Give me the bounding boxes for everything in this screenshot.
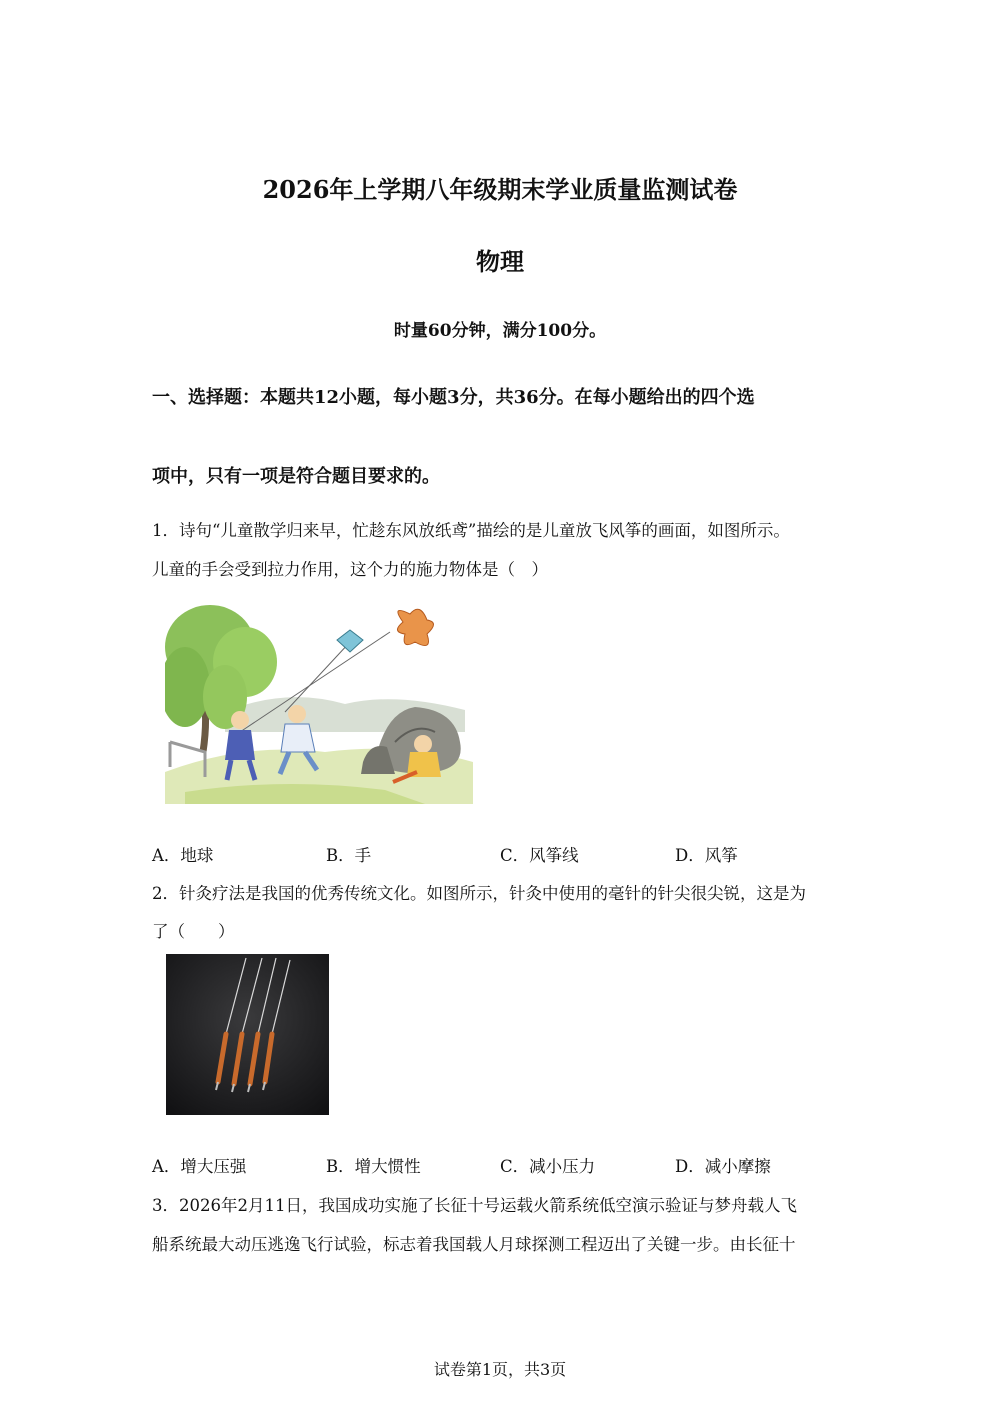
question-1-line-1: 1．诗句“儿童散学归来早，忙趁东风放纸鸢”描绘的是儿童放飞风筝的画面，如图所示。 [152, 521, 790, 540]
question-3-line-2: 船系统最大动压逃逸飞行试验，标志着我国载人月球探测工程迈出了关键一步。由长征十 [152, 1235, 796, 1254]
q1-option-b: B．手 [326, 846, 372, 865]
question-3-line-1: 3．2026年2月11日，我国成功实施了长征十号运载火箭系统低空演示验证与梦舟载人飞 [152, 1196, 797, 1215]
subject-title: 物理 [476, 247, 524, 276]
exam-timing: 时量60分钟，满分100分。 [393, 321, 607, 341]
exam-title: 2026年上学期八年级期末学业质量监测试卷 [262, 175, 738, 204]
question-1-line-2: 儿童的手会受到拉力作用，这个力的施力物体是（ ） [152, 560, 548, 579]
page-footer: 试卷第1页，共3页 [433, 1360, 567, 1379]
q1-option-d: D．风筝 [675, 846, 738, 865]
question-2-line-2: 了（ ） [152, 922, 235, 941]
q2-option-c: C．减小压力 [500, 1157, 596, 1176]
q2-option-a: A．增大压强 [152, 1157, 247, 1176]
acupuncture-needles-photo [166, 954, 329, 1115]
section-heading-line2: 项中，只有一项是符合题目要求的。 [152, 466, 440, 487]
q1-option-c: C．风筝线 [500, 846, 579, 865]
q1-option-a: A．地球 [152, 846, 214, 865]
q2-option-b: B．增大惯性 [326, 1157, 421, 1176]
q2-option-d: D．减小摩擦 [675, 1157, 771, 1176]
section-heading-line1: 一、选择题：本题共12小题，每小题3分，共36分。在每小题给出的四个选 [152, 387, 755, 408]
question-2-line-1: 2．针灸疗法是我国的优秀传统文化。如图所示，针灸中使用的毫针的针尖很尖锐，这是为 [152, 884, 806, 903]
kite-flying-illustration [165, 592, 473, 804]
